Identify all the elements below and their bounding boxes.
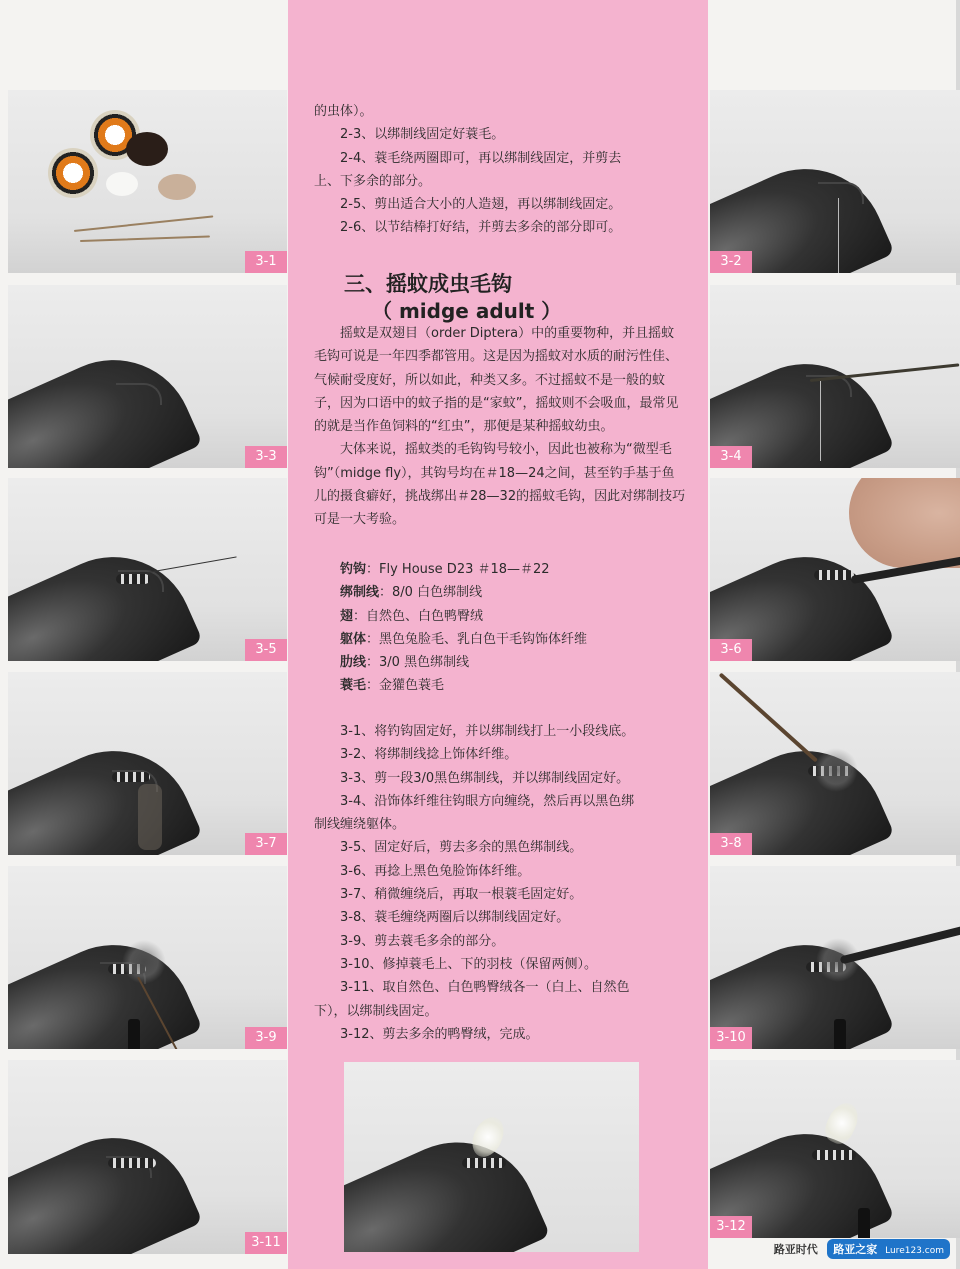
photo-label: 3-6 [710,639,752,661]
photo-label: 3-10 [710,1027,752,1049]
step: 3-2、将绑制线捻上饰体纤维。 [340,747,518,763]
vise-jaw [8,1112,203,1254]
step: 3-5、固定好后，剪去多余的黑色绑制线。 [340,840,583,856]
tan-fur [158,174,196,200]
intro-line: 2-3、以绑制线固定好蓑毛。 [340,127,505,143]
body-text [314,322,686,532]
photo-label: 3-3 [245,446,287,468]
hackle-feather-2 [80,235,210,242]
paragraph: 摇蚊是双翅目（order Diptera）中的重要物种，并且摇蚊毛钩可说是一年四季都管用。这是因为摇蚊对水质的耐污性佳、气候耐受度好，所以如此，种类又多。不过摇蚊不是一般的蚊子，因为口语中的蚊子指的是“家蚊”，摇蚊则不会吸血，最常见的就是当作鱼饲料的“红虫”，那便是某种摇蚊幼虫。 [314,326,679,435]
step: 3-7、稍微缠绕后，再取一根蓑毛固定好。 [340,887,583,903]
dubbing [138,784,162,850]
tying-thread [820,381,821,461]
step: 3-11、取自然色、白色鸭臀绒各一（白上、自然色 [340,980,630,996]
photo-label: 3-9 [245,1027,287,1049]
photo-3-9 [8,866,287,1049]
magazine-brand: 路亚时代 [773,1243,818,1256]
vise-post [858,1208,870,1238]
hackle [122,940,166,984]
hackle-feather-1 [74,215,213,232]
step: 3-3、剪一段3/0黑色绑制线，并以绑制线固定好。 [340,770,630,786]
scissors [840,916,960,965]
hook [818,182,864,204]
step: 3-8、蓑毛缠绕两圈后以绑制线固定好。 [340,910,570,926]
spec-value: ：自然色、白色鸭臀绒 [353,608,484,624]
vise-jaw [8,334,203,468]
intro-line: 2-6、以节结棒打好结，并剪去多余的部分即可。 [340,220,622,236]
spec-value: ：黑色兔脸毛、乳白色干毛钩饰体纤维 [366,631,588,647]
step: 下），以绑制线固定。 [314,1003,438,1019]
photo-label: 3-7 [245,833,287,855]
photo-3-3 [8,285,287,468]
section-subtitle: （ midge adult ） [372,299,562,323]
photo-3-10 [710,866,960,1049]
hook [116,383,162,405]
fly-body [812,1150,856,1160]
step: 3-10、修掉蓑毛上、下的羽枝（保留两侧）。 [340,956,598,972]
hackle [814,748,858,792]
fly-body [462,1158,506,1168]
tying-thread [838,198,839,273]
spec-body [314,628,686,651]
step: 3-6、再捻上黑色兔脸饰体纤维。 [340,863,531,879]
fly-body [814,570,854,580]
hand [849,478,960,568]
site-logo-text: 路亚之家 [833,1243,878,1256]
finished-fly-photo [344,1062,639,1252]
vise-jaw [8,725,203,855]
photo-label: 3-4 [710,446,752,468]
vise-post [128,1019,140,1049]
step: 制线缠绕躯体。 [314,817,406,833]
spec-label: 躯体 [340,631,367,647]
vise-jaw [8,531,203,661]
step: 3-1、将钓钩固定好，并以绑制线打上一小段线底。 [340,724,635,739]
site-logo-url: Lure123.com [885,1246,944,1256]
spec-value: ：8/0 白色绑制线 [379,585,483,601]
footer [774,1239,950,1259]
vise-jaw [8,919,203,1049]
photo-label: 3-5 [245,639,287,661]
photo-3-12 [710,1060,960,1238]
intro-line: 2-4、蓑毛绕两圈即可，再以绑制线固定，并剪去 [340,150,622,166]
spec-hackle [314,674,686,697]
hackle-stem [719,673,818,763]
photo-3-5 [8,478,287,661]
spec-rib [314,651,686,674]
section-title: 三、摇蚊成虫毛钩 [344,272,512,296]
photo-3-11 [8,1060,287,1254]
spec-value: ：3/0 黑色绑制线 [366,655,470,671]
photo-3-7 [8,672,287,855]
spec-value: ：金獾色蓑毛 [366,678,445,694]
step: 3-4、沿饰体纤维往钩眼方向缠绕，然后再以黑色绑 [340,793,635,809]
spec-label: 蓑毛 [340,678,367,694]
spec-thread [314,581,686,604]
photo-label: 3-1 [245,251,287,273]
spec-label: 绑制线 [340,585,380,601]
paragraph: 大体来说，摇蚊类的毛钩钩号较小，因此也被称为“微型毛钩”（midge fly），其钩号均在＃18—24之间，甚至钓手基于鱼儿的摄食癖好，挑战绑出＃28—32的摇蚊毛钩，因此对绑制技巧可是一大考验。 [314,442,686,528]
fly-body [108,1158,156,1168]
photo-label: 3-2 [710,251,752,273]
photo-label: 3-11 [245,1232,287,1254]
spec-label: 钓钩 [340,562,367,577]
intro-text [314,100,686,240]
intro-line: 的虫体）。 [314,104,373,119]
spec-wing [314,605,686,628]
step: 3-9、剪去蓑毛多余的部分。 [340,933,505,949]
photo-3-1 [8,90,287,273]
spec-label: 肋线 [340,655,367,671]
vise-post [834,1019,846,1049]
black-fur [126,132,168,166]
spec-hook [314,558,686,581]
vise-jaw [344,1117,550,1252]
photo-3-2 [710,90,960,273]
steps-list [314,720,686,1046]
photo-3-6 [710,478,960,661]
step: 3-12、剪去多余的鸭臀绒，完成。 [340,1026,539,1042]
white-fur [106,172,138,196]
section-heading [344,270,604,324]
intro-line: 上、下多余的部分。 [314,173,432,189]
photo-label: 3-12 [710,1216,752,1238]
spec-value: ：Fly House D23 ＃18—＃22 [366,562,550,577]
spec-label: 翅 [340,608,354,624]
spool-small [48,148,98,198]
photo-label: 3-8 [710,833,752,855]
intro-line: 2-5、剪出适合大小的人造翅，再以绑制线固定。 [340,197,622,213]
photo-3-8 [710,672,960,855]
fly-body [112,772,150,782]
site-logo[interactable] [827,1239,950,1259]
rib-thread [148,556,237,573]
materials-list [314,558,686,698]
photo-3-4 [710,285,960,468]
fly-body [116,574,150,584]
